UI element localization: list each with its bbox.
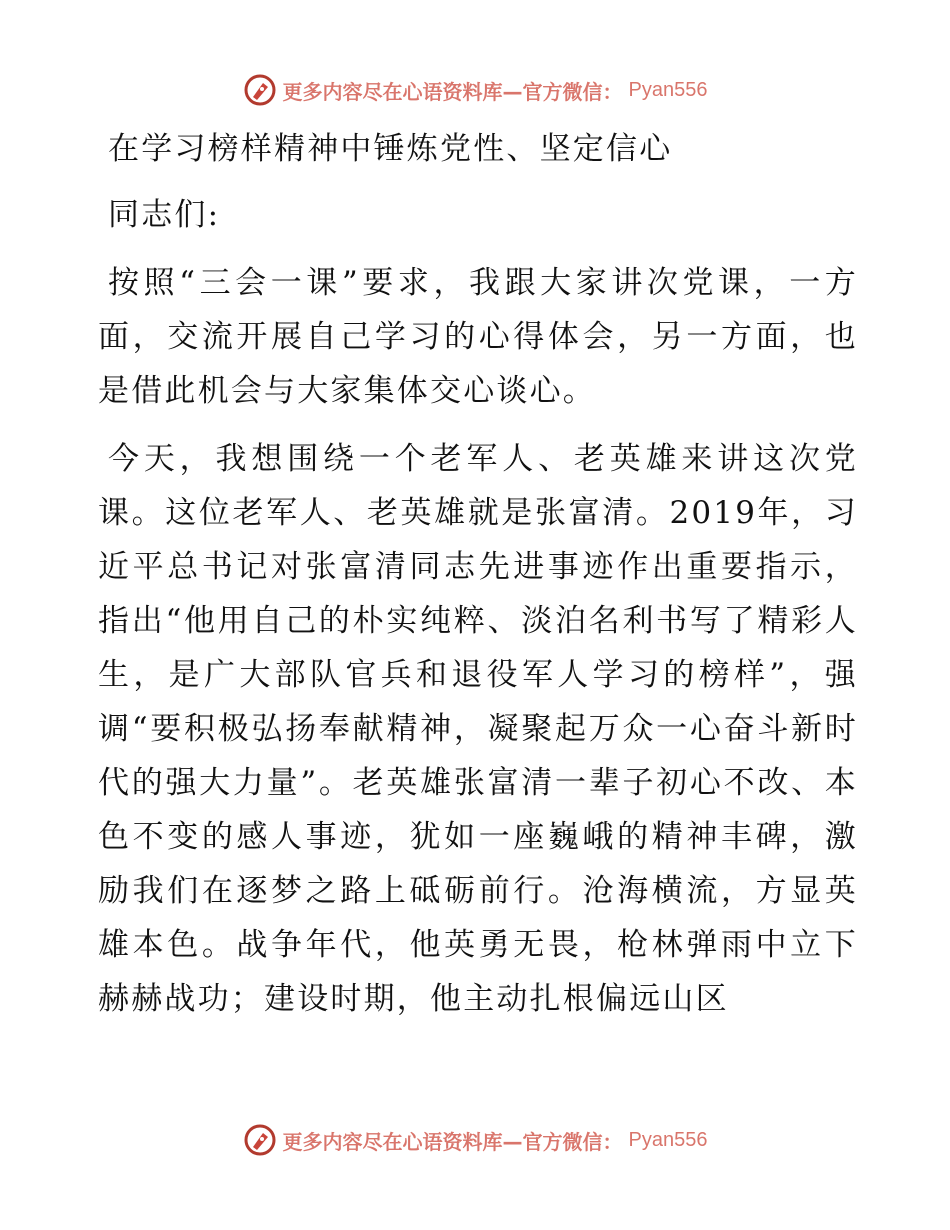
- watermark-handle: Pyan556: [628, 1128, 708, 1151]
- pen-nib-circle-icon: [243, 1123, 277, 1157]
- header-watermark: [0, 70, 950, 110]
- paragraph-2: 今天，我想围绕一个老军人、老英雄来讲这次党课。这位老军人、老英雄就是张富清。2019年，习近平总书记对张富清同志先进事迹作出重要指示，指出“他用自己的朴实纯粹、淡泊名利书写了精彩人生，是广大部队官兵和退役军人学习的榜样”，强调“要积极弘扬奉献精神，凝聚起万众一心奋斗新时代的强大力量”。老英雄张富清一辈子初心不改、本色不变的感人事迹，犹如一座巍峨的精神丰碑，激励我们在逐梦之路上砥砺前行。沧海横流，方显英雄本色。战争年代，他英勇无畏，枪林弹雨中立下赫赫战功；建设时期，他主动扎根偏远山区: [98, 441, 858, 1017]
- footer-watermark: [0, 1120, 950, 1160]
- document-title: 在学习榜样精神中锤炼党性、坚定信心: [108, 131, 673, 167]
- watermark-text: 更多内容尽在心语资料库—官方微信：: [282, 79, 623, 104]
- document-greeting: 同志们:: [108, 197, 221, 233]
- watermark-text: 更多内容尽在心语资料库—官方微信：: [282, 1129, 623, 1154]
- document-body: [98, 122, 858, 1026]
- pen-nib-circle-icon: [243, 73, 277, 107]
- watermark-handle: Pyan556: [628, 78, 708, 101]
- paragraph-1: 按照“三会一课”要求，我跟大家讲次党课，一方面，交流开展自己学习的心得体会，另一方面，也是借此机会与大家集体交心谈心。: [98, 265, 858, 409]
